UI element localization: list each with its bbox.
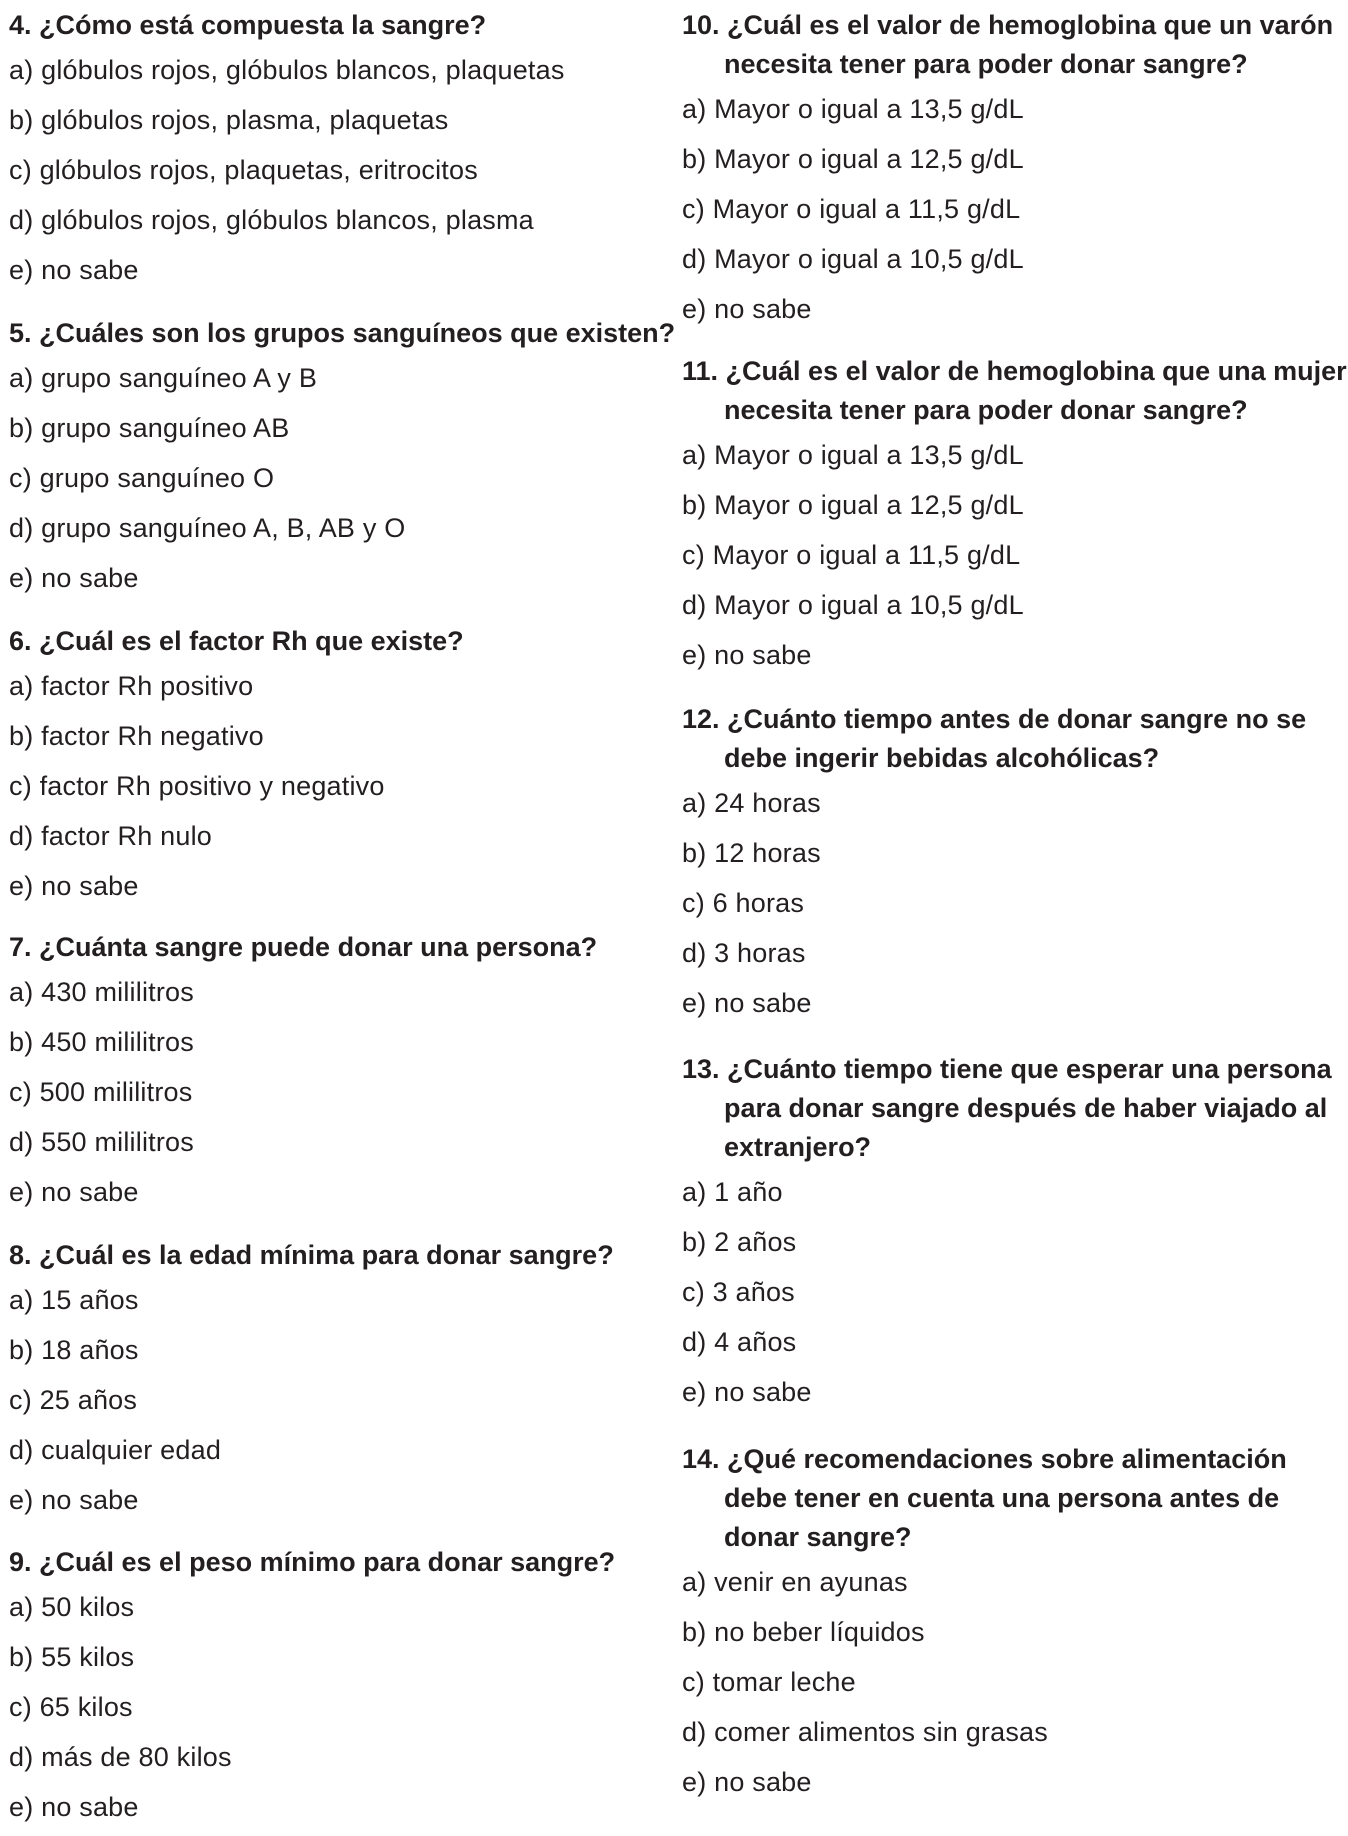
- option-a: a) grupo sanguíneo A y B: [9, 363, 318, 393]
- option-c: c) 6 horas: [682, 888, 805, 918]
- option-d: d) 550 mililitros: [9, 1127, 194, 1157]
- option-d: d) glóbulos rojos, glóbulos blancos, plasma: [9, 205, 534, 235]
- option-d: d) Mayor o igual a 10,5 g/dL: [682, 244, 1024, 274]
- option-b: b) Mayor o igual a 12,5 g/dL: [682, 144, 1024, 174]
- option-b: b) 55 kilos: [9, 1642, 135, 1672]
- option-d: d) cualquier edad: [9, 1435, 222, 1465]
- option-a: a) 430 mililitros: [9, 977, 194, 1007]
- option-c: c) Mayor o igual a 11,5 g/dL: [682, 540, 1021, 570]
- question-11: [682, 352, 1347, 680]
- option-b: b) 450 mililitros: [9, 1027, 194, 1057]
- option-e: e) no sabe: [682, 640, 812, 670]
- option-b: b) 2 años: [682, 1227, 797, 1257]
- option-d: d) factor Rh nulo: [9, 821, 212, 851]
- option-e: e) no sabe: [682, 1767, 812, 1797]
- question-title: 5. ¿Cuáles son los grupos sanguíneos que existen?: [9, 318, 676, 348]
- option-d: d) más de 80 kilos: [9, 1742, 232, 1772]
- question-9: [9, 1543, 649, 1832]
- option-d: d) 3 horas: [682, 938, 806, 968]
- question-title: [682, 6, 1342, 84]
- option-a: a) Mayor o igual a 13,5 g/dL: [682, 94, 1024, 124]
- option-d: d) grupo sanguíneo A, B, AB y O: [9, 513, 406, 543]
- option-e: e) no sabe: [9, 1792, 139, 1822]
- option-a: a) 50 kilos: [9, 1592, 135, 1622]
- question-title-line-1: 12. ¿Cuánto tiempo antes de donar sangre no se: [682, 704, 1307, 734]
- option-e: e) no sabe: [9, 1485, 139, 1515]
- question-title: 4. ¿Cómo está compuesta la sangre?: [9, 10, 487, 40]
- question-6: [9, 622, 649, 911]
- option-c: c) 3 años: [682, 1277, 795, 1307]
- question-title-line-3: donar sangre?: [724, 1522, 912, 1552]
- option-e: e) no sabe: [9, 563, 139, 593]
- question-title: 7. ¿Cuánta sangre puede donar una persona?: [9, 932, 598, 962]
- question-title: [682, 1440, 1342, 1557]
- question-title-line-1: 14. ¿Qué recomendaciones sobre alimentación: [682, 1444, 1287, 1474]
- option-c: c) grupo sanguíneo O: [9, 463, 275, 493]
- option-c: c) 25 años: [9, 1385, 138, 1415]
- question-title-line-2: necesita tener para poder donar sangre?: [724, 49, 1248, 79]
- option-a: a) 24 horas: [682, 788, 821, 818]
- question-title-line-1: 10. ¿Cuál es el valor de hemoglobina que un varón: [682, 10, 1334, 40]
- question-title-line-2: para donar sangre después de haber viajado al: [724, 1093, 1328, 1123]
- question-5: [9, 314, 676, 603]
- option-a: a) Mayor o igual a 13,5 g/dL: [682, 440, 1024, 470]
- option-a: a) 15 años: [9, 1285, 139, 1315]
- option-a: a) 1 año: [682, 1177, 783, 1207]
- option-d: d) 4 años: [682, 1327, 797, 1357]
- question-title-line-2: debe ingerir bebidas alcohólicas?: [724, 743, 1160, 773]
- option-e: e) no sabe: [682, 294, 812, 324]
- question-title: [682, 700, 1342, 778]
- option-c: c) 65 kilos: [9, 1692, 133, 1722]
- option-e: e) no sabe: [9, 1177, 139, 1207]
- question-title: [682, 352, 1347, 430]
- question-title-line-2: necesita tener para poder donar sangre?: [724, 395, 1248, 425]
- question-title-line-3: extranjero?: [724, 1132, 872, 1162]
- question-title-line-1: 11. ¿Cuál es el valor de hemoglobina que una mujer: [682, 356, 1347, 386]
- question-13: [682, 1050, 1342, 1417]
- option-c: c) Mayor o igual a 11,5 g/dL: [682, 194, 1021, 224]
- question-title: [682, 1050, 1342, 1167]
- question-12: [682, 700, 1342, 1028]
- question-14: [682, 1440, 1342, 1807]
- option-a: a) glóbulos rojos, glóbulos blancos, plaquetas: [9, 55, 565, 85]
- option-b: b) factor Rh negativo: [9, 721, 264, 751]
- option-b: b) Mayor o igual a 12,5 g/dL: [682, 490, 1024, 520]
- option-b: b) no beber líquidos: [682, 1617, 925, 1647]
- question-4: [9, 6, 649, 295]
- option-c: c) factor Rh positivo y negativo: [9, 771, 385, 801]
- option-e: e) no sabe: [9, 871, 139, 901]
- option-b: b) glóbulos rojos, plasma, plaquetas: [9, 105, 449, 135]
- option-a: a) venir en ayunas: [682, 1567, 908, 1597]
- option-b: b) 12 horas: [682, 838, 821, 868]
- option-a: a) factor Rh positivo: [9, 671, 254, 701]
- option-d: d) comer alimentos sin grasas: [682, 1717, 1048, 1747]
- question-title: 9. ¿Cuál es el peso mínimo para donar sangre?: [9, 1547, 616, 1577]
- option-e: e) no sabe: [682, 988, 812, 1018]
- question-title: 6. ¿Cuál es el factor Rh que existe?: [9, 626, 464, 656]
- option-c: c) 500 mililitros: [9, 1077, 193, 1107]
- option-e: e) no sabe: [682, 1377, 812, 1407]
- option-b: b) grupo sanguíneo AB: [9, 413, 290, 443]
- question-8: [9, 1236, 649, 1525]
- option-c: c) glóbulos rojos, plaquetas, eritrocitos: [9, 155, 478, 185]
- question-10: [682, 6, 1342, 334]
- question-title: 8. ¿Cuál es la edad mínima para donar sangre?: [9, 1240, 614, 1270]
- option-b: b) 18 años: [9, 1335, 139, 1365]
- option-c: c) tomar leche: [682, 1667, 856, 1697]
- question-title-line-2: debe tener en cuenta una persona antes de: [724, 1483, 1280, 1513]
- option-e: e) no sabe: [9, 255, 139, 285]
- option-d: d) Mayor o igual a 10,5 g/dL: [682, 590, 1024, 620]
- question-title-line-1: 13. ¿Cuánto tiempo tiene que esperar una persona: [682, 1054, 1332, 1084]
- question-7: [9, 928, 649, 1217]
